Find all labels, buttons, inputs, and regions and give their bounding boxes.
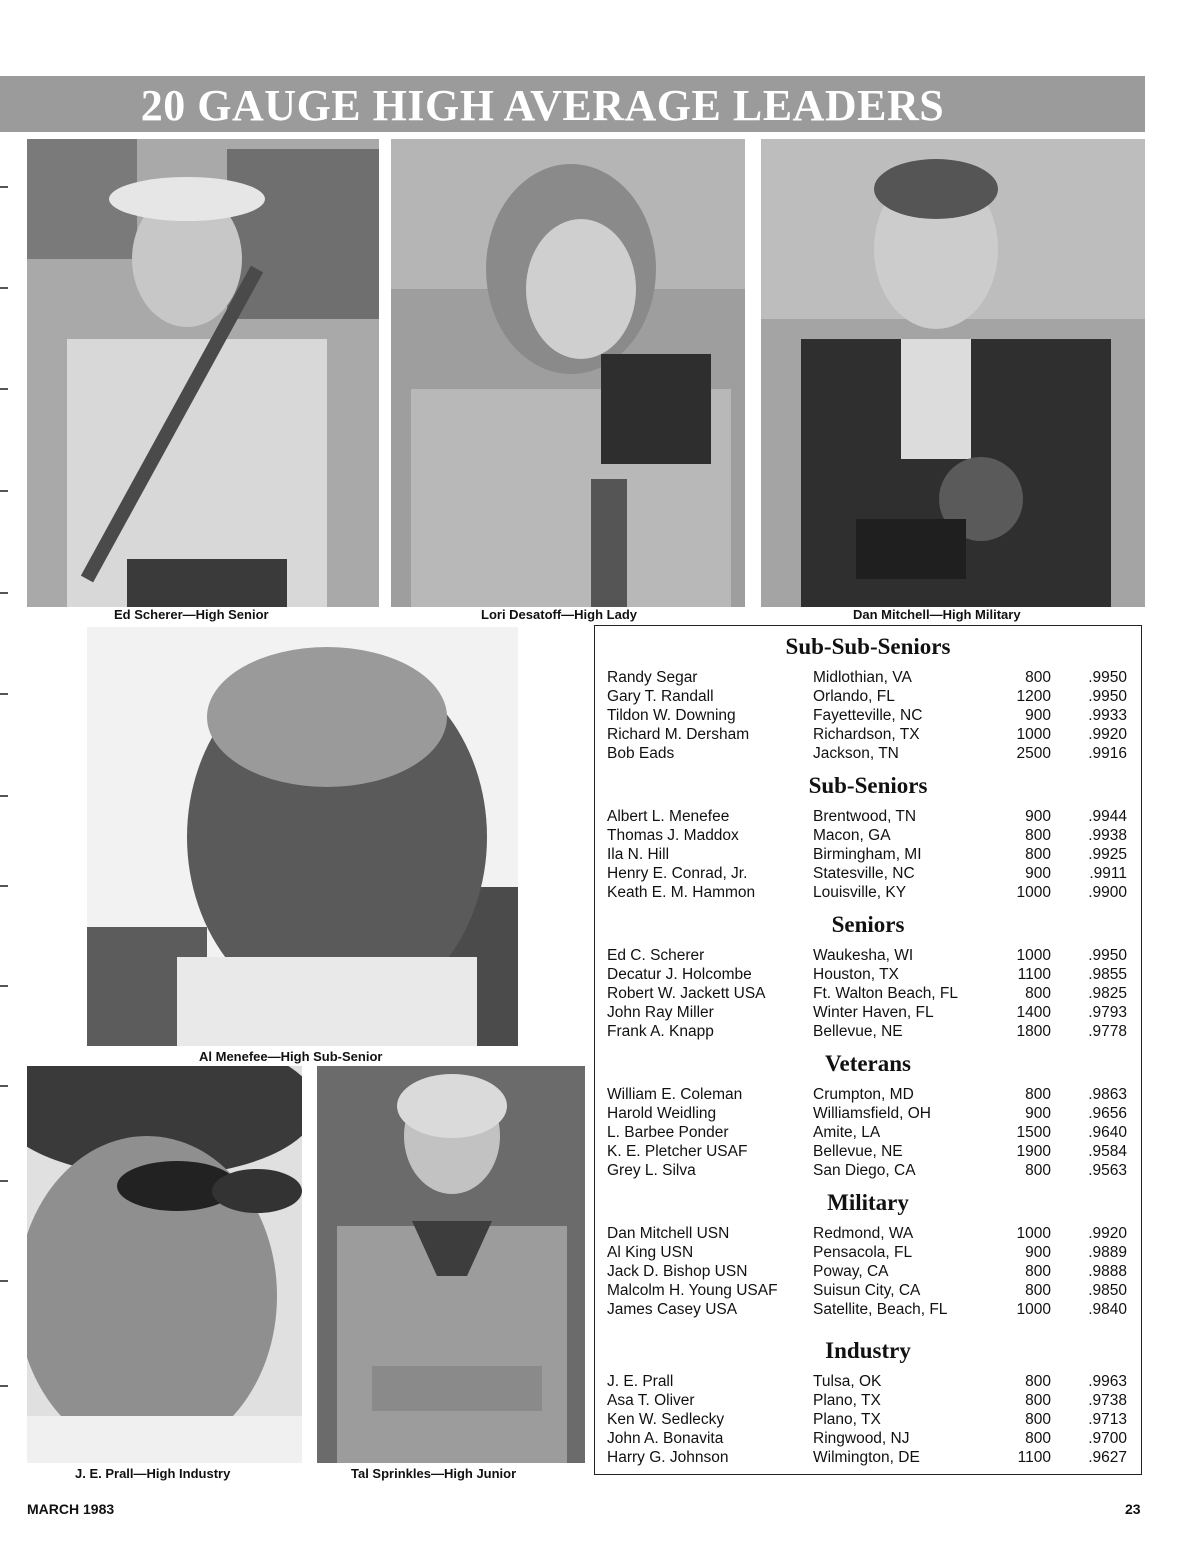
row-average: .9778 bbox=[1088, 1023, 1127, 1040]
row-targets: 900 bbox=[1025, 707, 1051, 724]
row-location: Houston, TX bbox=[813, 966, 899, 983]
photo-caption: Al Menefee—High Sub-Senior bbox=[199, 1049, 383, 1064]
row-name: Ila N. Hill bbox=[607, 846, 670, 863]
table-row bbox=[595, 1429, 1141, 1448]
row-average: .9793 bbox=[1088, 1004, 1127, 1021]
margin-tick bbox=[0, 287, 8, 289]
row-targets: 800 bbox=[1025, 846, 1051, 863]
row-targets: 800 bbox=[1025, 985, 1051, 1002]
table-row bbox=[595, 864, 1141, 883]
margin-tick bbox=[0, 1385, 8, 1387]
table-row bbox=[595, 807, 1141, 826]
table-row bbox=[595, 826, 1141, 845]
row-average: .9900 bbox=[1088, 884, 1127, 901]
row-name: John A. Bonavita bbox=[607, 1430, 724, 1447]
row-targets: 900 bbox=[1025, 865, 1051, 882]
margin-tick bbox=[0, 1180, 8, 1182]
row-name: K. E. Pletcher USAF bbox=[607, 1143, 748, 1160]
row-average: .9863 bbox=[1088, 1086, 1127, 1103]
row-targets: 800 bbox=[1025, 1282, 1051, 1299]
table-row bbox=[595, 1262, 1141, 1281]
row-average: .9889 bbox=[1088, 1244, 1127, 1261]
table-row bbox=[595, 1243, 1141, 1262]
row-name: Keath E. M. Hammon bbox=[607, 884, 756, 901]
photo-lori-desatoff bbox=[391, 139, 745, 607]
row-location: Fayetteville, NC bbox=[813, 707, 923, 724]
row-location: Bellevue, NE bbox=[813, 1143, 903, 1160]
table-row bbox=[595, 706, 1141, 725]
row-location: Crumpton, MD bbox=[813, 1086, 914, 1103]
page-title: 20 GAUGE HIGH AVERAGE LEADERS bbox=[140, 81, 945, 130]
row-name: Dan Mitchell USN bbox=[607, 1225, 730, 1242]
margin-tick bbox=[0, 1085, 8, 1087]
row-average: .9713 bbox=[1088, 1411, 1127, 1428]
row-name: William E. Coleman bbox=[607, 1086, 743, 1103]
row-targets: 1000 bbox=[1016, 726, 1051, 743]
row-location: Poway, CA bbox=[813, 1263, 889, 1280]
row-targets: 1000 bbox=[1016, 1301, 1051, 1318]
margin-tick bbox=[0, 795, 8, 797]
table-row bbox=[595, 725, 1141, 744]
table-row bbox=[595, 687, 1141, 706]
row-name: Tildon W. Downing bbox=[607, 707, 736, 724]
row-name: Grey L. Silva bbox=[607, 1162, 696, 1179]
row-name: Thomas J. Maddox bbox=[607, 827, 739, 844]
row-targets: 800 bbox=[1025, 1086, 1051, 1103]
table-row bbox=[595, 1281, 1141, 1300]
row-location: Pensacola, FL bbox=[813, 1244, 913, 1261]
row-targets: 1100 bbox=[1017, 966, 1051, 983]
row-location: Midlothian, VA bbox=[813, 669, 912, 686]
table-row bbox=[595, 1448, 1141, 1467]
row-targets: 1200 bbox=[1016, 688, 1051, 705]
margin-tick bbox=[0, 388, 8, 390]
title-banner bbox=[0, 76, 1145, 132]
photo-caption: Lori Desatoff—High Lady bbox=[481, 607, 638, 622]
table-row bbox=[595, 1161, 1141, 1180]
section-title: Military bbox=[827, 1190, 909, 1215]
row-name: Randy Segar bbox=[607, 669, 698, 686]
row-location: Statesville, NC bbox=[813, 865, 915, 882]
photo-caption: Dan Mitchell—High Military bbox=[853, 607, 1021, 622]
table-row bbox=[595, 1085, 1141, 1104]
row-name: Harry G. Johnson bbox=[607, 1449, 729, 1466]
row-average: .9584 bbox=[1088, 1143, 1127, 1160]
table-row bbox=[595, 946, 1141, 965]
row-name: James Casey USA bbox=[607, 1301, 738, 1318]
row-name: Bob Eads bbox=[607, 745, 675, 762]
row-average: .9911 bbox=[1089, 865, 1127, 882]
row-name: Asa T. Oliver bbox=[607, 1392, 695, 1409]
row-location: Redmond, WA bbox=[813, 1225, 914, 1242]
table-row bbox=[595, 1022, 1141, 1041]
row-location: Wilmington, DE bbox=[813, 1449, 920, 1466]
row-targets: 1000 bbox=[1016, 884, 1051, 901]
row-average: .9700 bbox=[1088, 1430, 1127, 1447]
row-average: .9950 bbox=[1088, 688, 1127, 705]
section-title: Industry bbox=[825, 1338, 911, 1363]
row-location: Birmingham, MI bbox=[813, 846, 922, 863]
row-location: Bellevue, NE bbox=[813, 1023, 903, 1040]
row-targets: 1000 bbox=[1016, 947, 1051, 964]
row-name: Al King USN bbox=[607, 1244, 694, 1261]
row-name: Richard M. Dersham bbox=[607, 726, 750, 743]
row-average: .9888 bbox=[1088, 1263, 1127, 1280]
row-name: Ed C. Scherer bbox=[607, 947, 705, 964]
table-row bbox=[595, 883, 1141, 902]
photo-caption: J. E. Prall—High Industry bbox=[75, 1466, 231, 1481]
row-targets: 1900 bbox=[1016, 1143, 1051, 1160]
row-average: .9916 bbox=[1088, 745, 1127, 762]
table-row bbox=[595, 668, 1141, 687]
row-targets: 800 bbox=[1025, 827, 1051, 844]
table-row bbox=[595, 1391, 1141, 1410]
section-title: Veterans bbox=[824, 1051, 912, 1076]
row-location: Satellite, Beach, FL bbox=[813, 1301, 948, 1318]
table-row bbox=[595, 744, 1141, 763]
row-average: .9656 bbox=[1088, 1105, 1127, 1122]
row-name: John Ray Miller bbox=[607, 1004, 714, 1021]
photo-caption: Ed Scherer—High Senior bbox=[114, 607, 269, 622]
row-location: Louisville, KY bbox=[813, 884, 907, 901]
row-average: .9738 bbox=[1088, 1392, 1127, 1409]
section-title: Sub-Seniors bbox=[808, 773, 928, 798]
row-location: Ringwood, NJ bbox=[813, 1430, 910, 1447]
row-targets: 900 bbox=[1025, 808, 1051, 825]
margin-tick bbox=[0, 186, 8, 188]
row-targets: 800 bbox=[1025, 669, 1051, 686]
row-location: Winter Haven, FL bbox=[813, 1004, 934, 1021]
row-location: Amite, LA bbox=[813, 1124, 881, 1141]
section-title: Sub-Sub-Seniors bbox=[785, 634, 951, 659]
table-row bbox=[595, 1224, 1141, 1243]
row-average: .9925 bbox=[1088, 846, 1127, 863]
table-row bbox=[595, 1003, 1141, 1022]
row-average: .9855 bbox=[1088, 966, 1127, 983]
row-targets: 1800 bbox=[1016, 1023, 1051, 1040]
row-name: J. E. Prall bbox=[607, 1373, 674, 1390]
table-row bbox=[595, 845, 1141, 864]
row-location: Ft. Walton Beach, FL bbox=[813, 985, 959, 1002]
table-row bbox=[595, 1300, 1141, 1319]
margin-tick bbox=[0, 490, 8, 492]
row-name: Harold Weidling bbox=[607, 1105, 717, 1122]
row-average: .9840 bbox=[1088, 1301, 1127, 1318]
row-name: Ken W. Sedlecky bbox=[607, 1411, 725, 1428]
row-name: Henry E. Conrad, Jr. bbox=[607, 865, 748, 882]
table-row bbox=[595, 965, 1141, 984]
row-name: L. Barbee Ponder bbox=[607, 1124, 729, 1141]
photo-dan-mitchell bbox=[761, 139, 1145, 607]
row-targets: 800 bbox=[1025, 1263, 1051, 1280]
margin-tick bbox=[0, 985, 8, 987]
row-location: Richardson, TX bbox=[813, 726, 920, 743]
footer-issue-date: MARCH 1983 bbox=[27, 1501, 115, 1517]
table-row bbox=[595, 1372, 1141, 1391]
table-row bbox=[595, 1142, 1141, 1161]
section-title: Seniors bbox=[831, 912, 905, 937]
row-name: Albert L. Menefee bbox=[607, 808, 730, 825]
margin-tick bbox=[0, 885, 8, 887]
row-location: Jackson, TN bbox=[813, 745, 899, 762]
row-name: Malcolm H. Young USAF bbox=[607, 1282, 778, 1299]
row-average: .9640 bbox=[1088, 1124, 1127, 1141]
row-targets: 800 bbox=[1025, 1392, 1051, 1409]
row-name: Gary T. Randall bbox=[607, 688, 714, 705]
row-targets: 1500 bbox=[1016, 1124, 1051, 1141]
row-average: .9563 bbox=[1088, 1162, 1127, 1179]
row-average: .9963 bbox=[1088, 1373, 1127, 1390]
row-average: .9950 bbox=[1088, 669, 1127, 686]
row-location: San Diego, CA bbox=[813, 1162, 916, 1179]
row-name: Frank A. Knapp bbox=[607, 1023, 714, 1040]
row-location: Plano, TX bbox=[813, 1392, 881, 1409]
row-targets: 800 bbox=[1025, 1411, 1051, 1428]
row-name: Jack D. Bishop USN bbox=[607, 1263, 748, 1280]
table-row bbox=[595, 984, 1141, 1003]
photo-ed-scherer bbox=[27, 139, 379, 607]
row-average: .9950 bbox=[1088, 947, 1127, 964]
row-targets: 1000 bbox=[1016, 1225, 1051, 1242]
table-row bbox=[595, 1123, 1141, 1142]
row-average: .9825 bbox=[1088, 985, 1127, 1002]
row-average: .9627 bbox=[1088, 1449, 1127, 1466]
row-targets: 800 bbox=[1025, 1430, 1051, 1447]
row-targets: 1400 bbox=[1016, 1004, 1051, 1021]
row-name: Decatur J. Holcombe bbox=[607, 966, 752, 983]
row-name: Robert W. Jackett USA bbox=[607, 985, 766, 1002]
row-average: .9938 bbox=[1088, 827, 1127, 844]
row-location: Waukesha, WI bbox=[813, 947, 914, 964]
row-targets: 1100 bbox=[1017, 1449, 1051, 1466]
row-average: .9920 bbox=[1088, 1225, 1127, 1242]
row-location: Brentwood, TN bbox=[813, 808, 917, 825]
row-targets: 900 bbox=[1025, 1105, 1051, 1122]
row-location: Tulsa, OK bbox=[813, 1373, 882, 1390]
photo-tal-sprinkles bbox=[317, 1066, 585, 1463]
margin-tick bbox=[0, 693, 8, 695]
row-targets: 2500 bbox=[1016, 745, 1051, 762]
margin-tick bbox=[0, 1280, 8, 1282]
row-targets: 800 bbox=[1025, 1162, 1051, 1179]
photo-je-prall bbox=[27, 1066, 302, 1463]
row-average: .9933 bbox=[1088, 707, 1127, 724]
page-number: 23 bbox=[1125, 1501, 1141, 1517]
row-location: Williamsfield, OH bbox=[813, 1105, 931, 1122]
photo-caption: Tal Sprinkles—High Junior bbox=[351, 1466, 517, 1481]
row-average: .9920 bbox=[1088, 726, 1127, 743]
results-table bbox=[594, 625, 1142, 1475]
margin-tick bbox=[0, 592, 8, 594]
row-location: Macon, GA bbox=[813, 827, 891, 844]
table-row bbox=[595, 1410, 1141, 1429]
row-targets: 800 bbox=[1025, 1373, 1051, 1390]
row-average: .9944 bbox=[1088, 808, 1127, 825]
table-row bbox=[595, 1104, 1141, 1123]
row-location: Suisun City, CA bbox=[813, 1282, 921, 1299]
photo-al-menefee bbox=[87, 627, 518, 1046]
row-location: Plano, TX bbox=[813, 1411, 881, 1428]
row-targets: 900 bbox=[1025, 1244, 1051, 1261]
row-location: Orlando, FL bbox=[813, 688, 895, 705]
row-average: .9850 bbox=[1088, 1282, 1127, 1299]
